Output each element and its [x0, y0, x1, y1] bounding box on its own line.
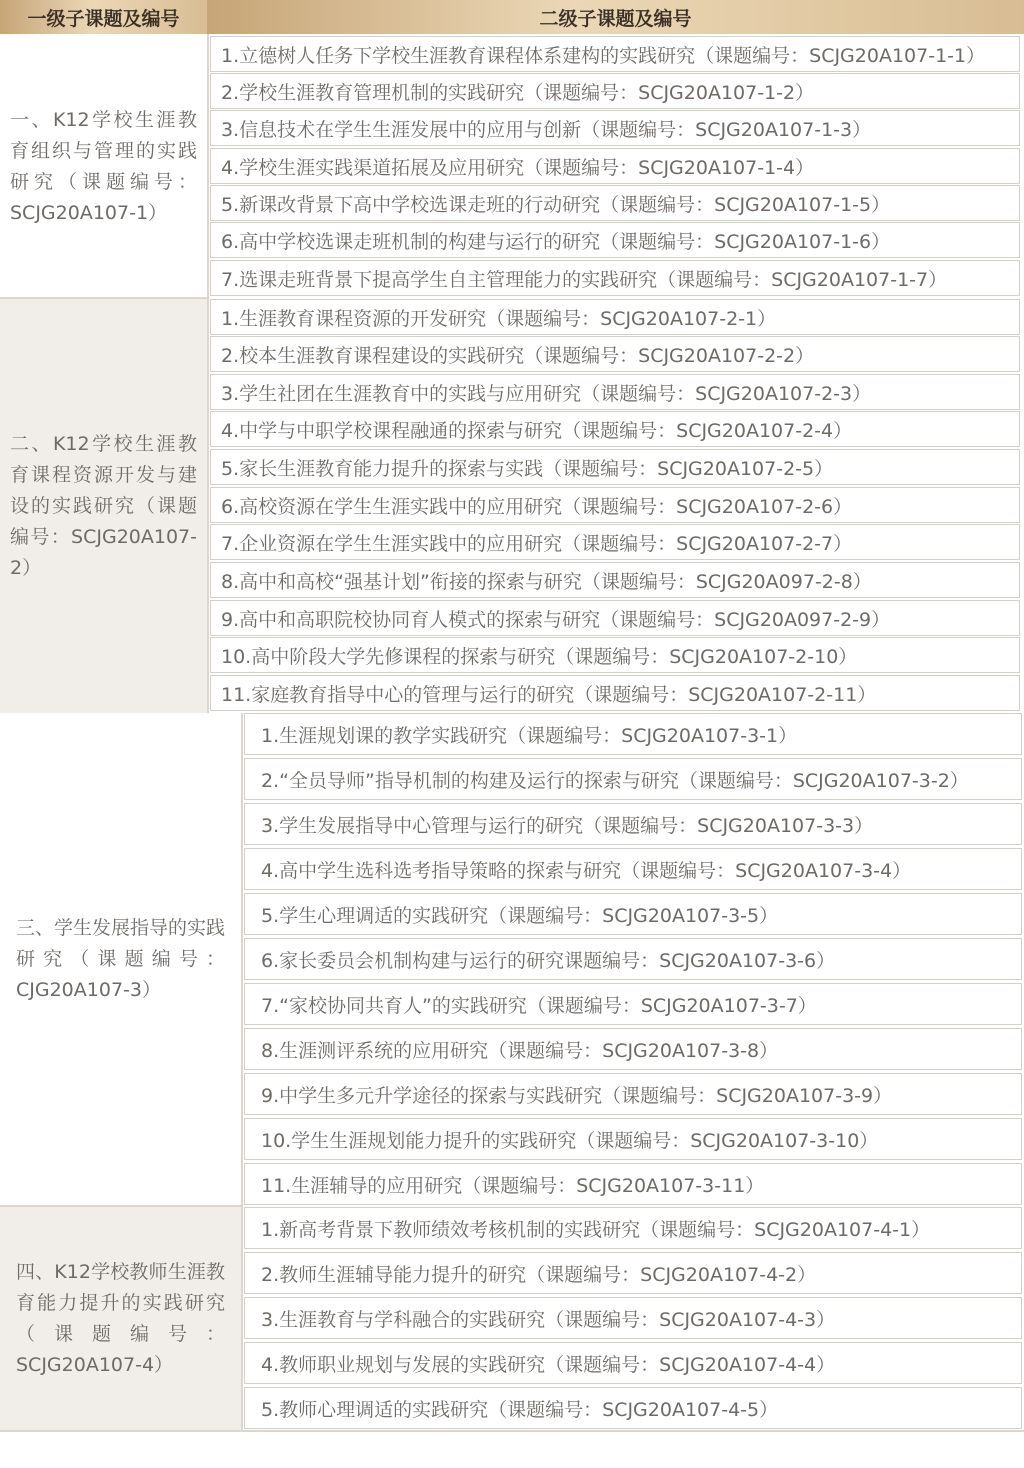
column-header-level1: 一级子课题及编号	[0, 0, 207, 34]
subtopic-row: 11.家庭教育指导中心的管理与运行的研究（课题编号：SCJG20A107-2-11）	[210, 675, 1020, 711]
subtopic-row: 8.生涯测评系统的应用研究（课题编号：SCJG20A107-3-8）	[244, 1028, 1022, 1070]
subtopic-row: 2.校本生涯教育课程建设的实践研究（课题编号：SCJG20A107-2-2）	[210, 336, 1020, 372]
column-divider	[207, 34, 209, 713]
group-3-title-text: 三、学生发展指导的实践研究（课题编号：CJG20A107-3）	[16, 917, 226, 1001]
subtopic-row: 9.中学生多元升学途径的探索与实践研究（课题编号：SCJG20A107-3-9）	[244, 1073, 1022, 1115]
subtopic-row: 9.高中和高职院校协同育人模式的探索与研究（课题编号：SCJG20A097-2-9）	[210, 600, 1020, 636]
column-header-level2: 二级子课题及编号	[207, 0, 1024, 34]
subtopic-row: 5.家长生涯教育能力提升的探索与实践（课题编号：SCJG20A107-2-5）	[210, 449, 1020, 485]
group-2-title	[0, 299, 207, 713]
subtopic-row: 1.生涯教育课程资源的开发研究（课题编号：SCJG20A107-2-1）	[210, 299, 1020, 335]
subtopic-row: 11.生涯辅导的应用研究（课题编号：SCJG20A107-3-11）	[244, 1163, 1022, 1205]
subtopic-row: 10.学生生涯规划能力提升的实践研究（课题编号：SCJG20A107-3-10）	[244, 1118, 1022, 1160]
group-2-title-text: 二、K12学校生涯教育课程资源开发与建设的实践研究（课题编号：SCJG20A107-2）	[10, 432, 197, 579]
subtopic-row: 6.高中学校选课走班机制的构建与运行的研究（课题编号：SCJG20A107-1-6）	[210, 222, 1020, 258]
subtopic-row: 3.生涯教育与学科融合的实践研究（课题编号：SCJG20A107-4-3）	[244, 1297, 1022, 1339]
subtopic-row: 7.选课走班背景下提高学生自主管理能力的实践研究（课题编号：SCJG20A107-1-7）	[210, 260, 1020, 296]
subtopic-row: 4.高中学生选科选考指导策略的探索与研究（课题编号：SCJG20A107-3-4）	[244, 848, 1022, 890]
subtopic-row: 7.企业资源在学生生涯实践中的应用研究（课题编号：SCJG20A107-2-7）	[210, 524, 1020, 560]
column-divider	[241, 713, 243, 1431]
group-3-title	[0, 713, 241, 1206]
table-bottom-border	[0, 1430, 1024, 1432]
subtopic-row: 8.高中和高校“强基计划”衔接的探索与研究（课题编号：SCJG20A097-2-8）	[210, 562, 1020, 598]
subtopic-row: 3.学生发展指导中心管理与运行的研究（课题编号：SCJG20A107-3-3）	[244, 803, 1022, 845]
group-1-title	[0, 36, 207, 298]
subtopic-row: 3.学生社团在生涯教育中的实践与应用研究（课题编号：SCJG20A107-2-3）	[210, 374, 1020, 410]
group-4-title	[0, 1206, 241, 1431]
subtopic-row: 5.新课改背景下高中学校选课走班的行动研究（课题编号：SCJG20A107-1-5）	[210, 185, 1020, 221]
subtopic-row: 4.学校生涯实践渠道拓展及应用研究（课题编号：SCJG20A107-1-4）	[210, 148, 1020, 184]
group-1-title-text: 一、K12学校生涯教育组织与管理的实践研究（课题编号：SCJG20A107-1）	[10, 109, 197, 224]
subtopic-row: 6.家长委员会机制构建与运行的研究课题编号：SCJG20A107-3-6）	[244, 938, 1022, 980]
subtopic-row: 3.信息技术在学生生涯发展中的应用与创新（课题编号：SCJG20A107-1-3）	[210, 110, 1020, 146]
subtopic-row: 1.立德树人任务下学校生涯教育课程体系建构的实践研究（课题编号：SCJG20A107-1-1）	[210, 36, 1020, 72]
subtopic-row: 2.学校生涯教育管理机制的实践研究（课题编号：SCJG20A107-1-2）	[210, 73, 1020, 109]
subtopic-row: 7.“家校协同共育人”的实践研究（课题编号：SCJG20A107-3-7）	[244, 983, 1022, 1025]
subtopic-row: 10.高中阶段大学先修课程的探索与研究（课题编号：SCJG20A107-2-10）	[210, 637, 1020, 673]
subtopic-row: 1.生涯规划课的教学实践研究（课题编号：SCJG20A107-3-1）	[244, 713, 1022, 755]
group-4-title-text: 四、K12学校教师生涯教育能力提升的实践研究（课题编号：SCJG20A107-4）	[16, 1260, 225, 1376]
subtopic-row: 2.教师生涯辅导能力提升的研究（课题编号：SCJG20A107-4-2）	[244, 1252, 1022, 1294]
subtopic-row: 2.“全员导师”指导机制的构建及运行的探索与研究（课题编号：SCJG20A107-3-2）	[244, 758, 1022, 800]
subtopic-row: 4.教师职业规划与发展的实践研究（课题编号：SCJG20A107-4-4）	[244, 1342, 1022, 1384]
subtopic-row: 5.教师心理调适的实践研究（课题编号：SCJG20A107-4-5）	[244, 1387, 1022, 1429]
group-divider	[0, 297, 207, 299]
subtopic-row: 6.高校资源在学生生涯实践中的应用研究（课题编号：SCJG20A107-2-6）	[210, 487, 1020, 523]
group-divider	[0, 1205, 241, 1207]
subtopic-row: 4.中学与中职学校课程融通的探索与研究（课题编号：SCJG20A107-2-4）	[210, 411, 1020, 447]
subtopic-row: 5.学生心理调适的实践研究（课题编号：SCJG20A107-3-5）	[244, 893, 1022, 935]
subtopic-row: 1.新高考背景下教师绩效考核机制的实践研究（课题编号：SCJG20A107-4-1）	[244, 1207, 1022, 1249]
